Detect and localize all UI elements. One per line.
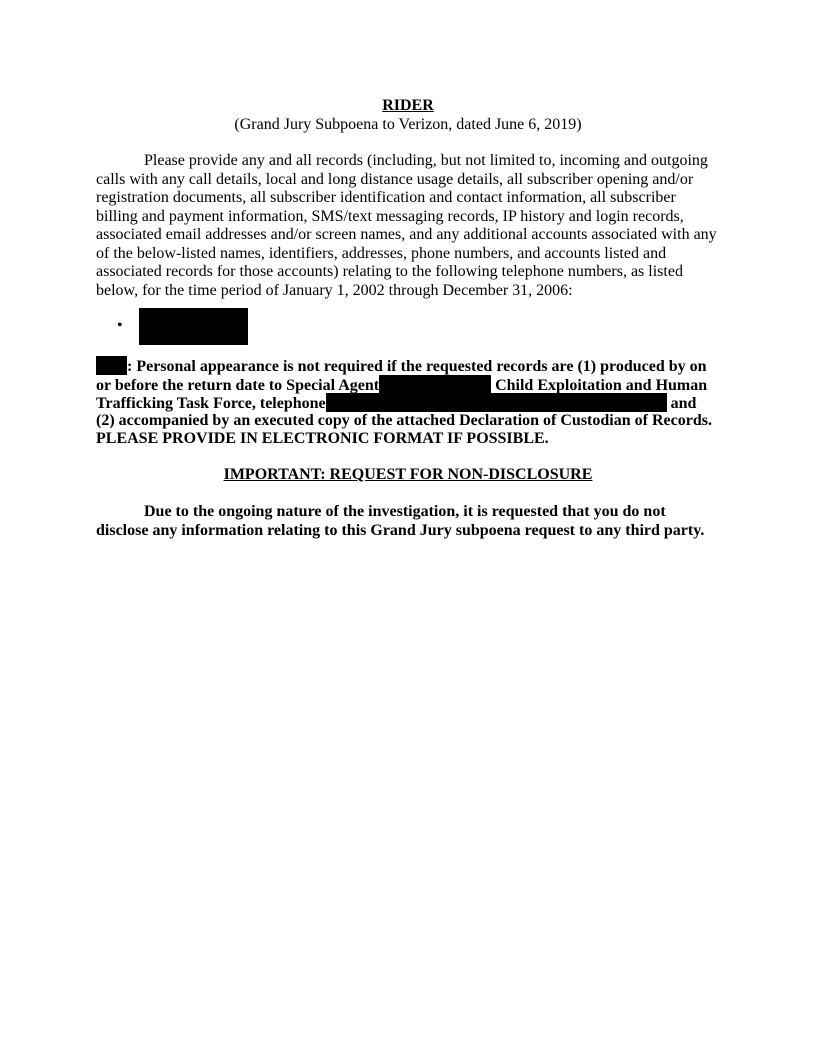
note-line-2-text-b: Child Exploitation and Human xyxy=(491,376,708,394)
nondisclosure-heading: IMPORTANT: REQUEST FOR NON-DISCLOSURE xyxy=(223,466,593,483)
note-line-4: (2) accompanied by an executed copy of the attached Declaration of Custodian of Records. xyxy=(96,411,712,429)
document-subtitle: (Grand Jury Subpoena to Verizon, dated June 6, 2019) xyxy=(234,116,582,133)
appearance-note xyxy=(96,356,720,449)
note-line-1-text: : Personal appearance is not required if the requested records are (1) produced by on xyxy=(127,358,707,375)
request-paragraph: Please provide any and all records (including, but not limited to, incoming and outgoing calls with any call details, local and long distance usage details, all subscriber opening and/or registration documents, all subscriber identification and contact information, all subscriber billing and payment information, SMS/text messaging records, IP history and login records, associated email addresses and/or screen names, and any additional accounts associated with any of the below-listed names, identifiers, addresses, phone numbers, and accounts listed and associated records for those accounts) relating to the following telephone numbers, as listed below, for the time period of January 1, 2002 through December 31, 2006: xyxy=(96,152,717,299)
note-line-3 xyxy=(96,393,720,412)
redacted-telephone-number xyxy=(139,308,248,345)
note-line-5: PLEASE PROVIDE IN ELECTRONIC FORMAT IF POSSIBLE. xyxy=(96,430,549,447)
document-title: RIDER xyxy=(382,97,434,114)
note-line-3-text-a: Trafficking Task Force, telephone xyxy=(96,395,326,412)
note-line-2-text-a: or before the return date to Special Agent xyxy=(96,376,380,394)
nondisclosure-paragraph: Due to the ongoing nature of the investigation, it is requested that you do not disclose any information relating to this Grand Jury subpoena request to any third party. xyxy=(96,503,705,539)
redacted-label xyxy=(96,356,127,375)
note-line-3-text-b: and xyxy=(666,395,697,412)
redacted-agent-phone xyxy=(326,393,667,412)
bullet-icon: • xyxy=(117,317,123,334)
redacted-agent-name xyxy=(379,375,491,394)
note-line-2 xyxy=(96,375,720,394)
note-line-1 xyxy=(96,356,720,375)
